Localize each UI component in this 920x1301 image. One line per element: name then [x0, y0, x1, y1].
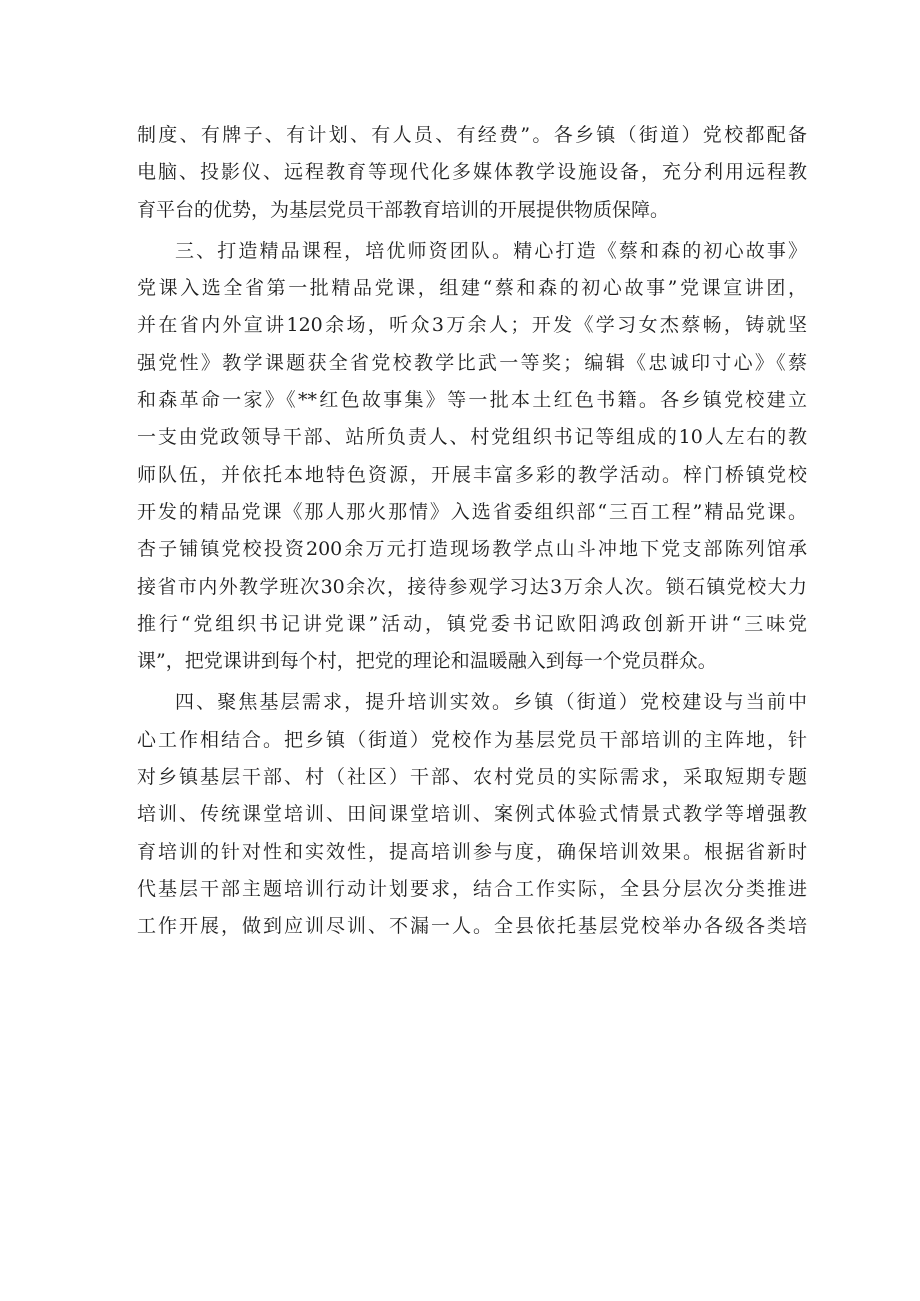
paragraph-p2 — [137, 233, 807, 681]
text-line: 和森革命一家》《**红色故事集》等一批本土红色书籍。各乡镇党校建立 — [137, 389, 807, 412]
text-line: 党课入选全省第一批精品党课，组建“蔡和森的初心故事”党课宣讲团， — [137, 277, 807, 300]
text-line: 课”，把党课讲到每个村，把党的理论和温暖融入到每一个党员群众。 — [137, 650, 717, 673]
text-line: 杏子铺镇党校投资200余万元打造现场教学点山斗冲地下党支部陈列馆承 — [137, 538, 807, 561]
paragraph-p3 — [137, 684, 807, 945]
text-line: 育培训的针对性和实效性，提高培训参与度，确保培训效果。根据省新时 — [137, 840, 807, 863]
text-line: 三、打造精品课程，培优师资团队。精心打造《蔡和森的初心故事》 — [175, 239, 807, 262]
text-line: 四、聚焦基层需求，提升培训实效。乡镇（街道）党校建设与当前中 — [175, 691, 807, 714]
text-line: 心工作相结合。把乡镇（街道）党校作为基层党员干部培训的主阵地，针 — [137, 728, 807, 751]
text-line: 电脑、投影仪、远程教育等现代化多媒体教学设施设备，充分利用远程教 — [137, 161, 807, 184]
paragraph-p1 — [137, 117, 807, 229]
text-line: 制度、有牌子、有计划、有人员、有经费”。各乡镇（街道）党校都配备 — [137, 124, 807, 146]
text-line: 工作开展，做到应训尽训、不漏一人。全县依托基层党校举办各级各类培 — [137, 915, 807, 938]
text-line: 推行“党组织书记讲党课”活动，镇党委书记欧阳鸿政创新开讲“三味党 — [137, 612, 807, 635]
text-line: 对乡镇基层干部、村（社区）干部、农村党员的实际需求，采取短期专题 — [137, 766, 807, 789]
text-line: 一支由党政领导干部、站所负责人、村党组织书记等组成的10人左右的教 — [137, 426, 807, 449]
text-line: 强党性》教学课题获全省党校教学比武一等奖；编辑《忠诚印寸心》《蔡 — [137, 351, 807, 374]
text-line: 培训、传统课堂培训、田间课堂培训、案例式体验式情景式教学等增强教 — [137, 803, 807, 826]
text-line: 育平台的优势，为基层党员干部教育培训的开展提供物质保障。 — [137, 198, 670, 221]
document-body — [137, 117, 807, 946]
text-line: 开发的精品党课《那人那火那情》入选省委组织部“三百工程”精品党课。 — [137, 500, 807, 523]
text-line: 接省市内外教学班次30余次，接待参观学习达3万余人次。锁石镇党校大力 — [137, 575, 807, 598]
text-line: 代基层干部主题培训行动计划要求，结合工作实际，全县分层次分类推进 — [137, 877, 807, 900]
text-line: 师队伍，并依托本地特色资源，开展丰富多彩的教学活动。梓门桥镇党校 — [137, 463, 807, 486]
text-line: 并在省内外宣讲120余场，听众3万余人；开发《学习女杰蔡畅，铸就坚 — [137, 314, 807, 337]
